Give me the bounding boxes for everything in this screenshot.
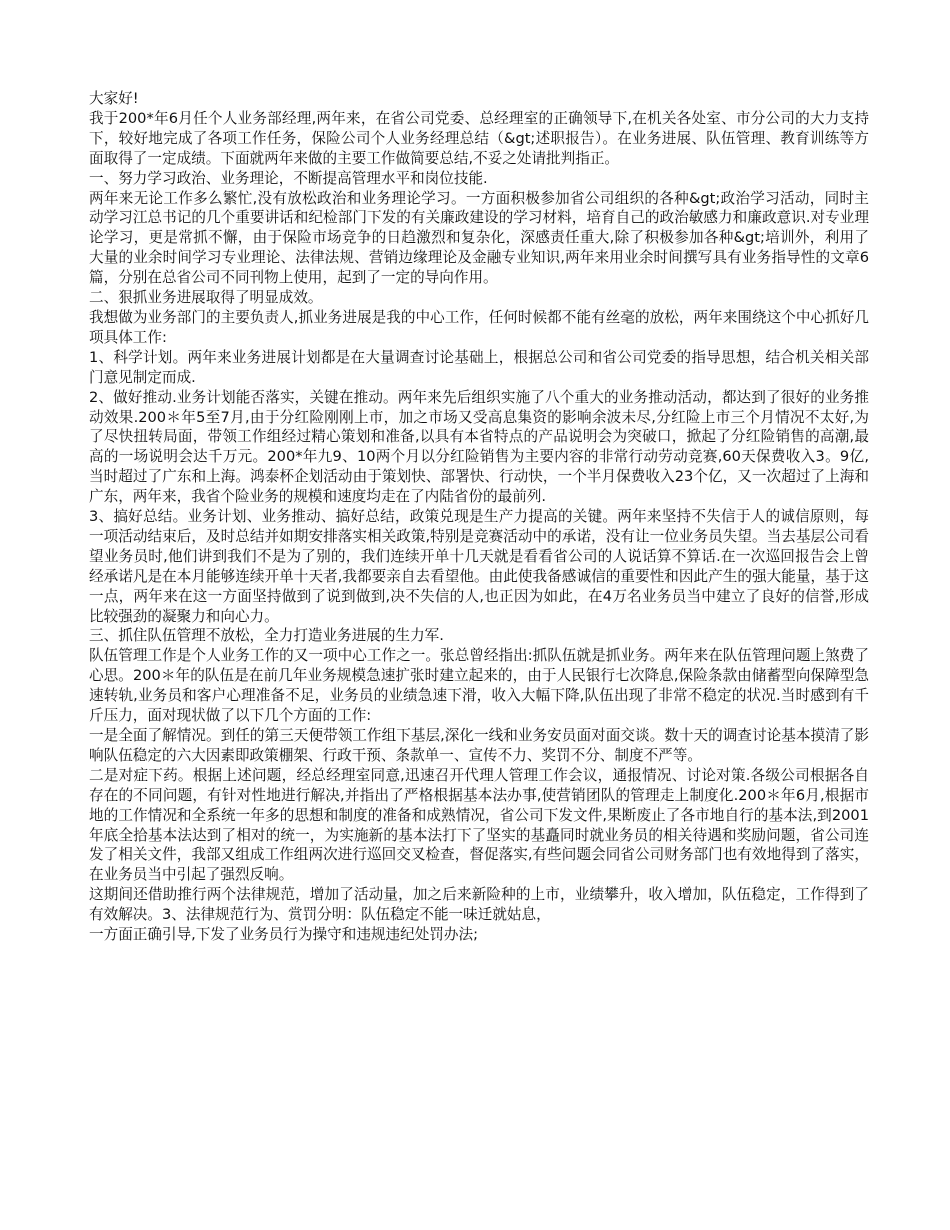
list-item-3: 3、搞好总结。业务计划、业务推动、搞好总结，政策兑现是生产力提高的关键。两年来坚持不失信于人的诚信原则，每一项活动结束后，及时总结并如期安排落实相关政策,特别是竞赛活动中的承诺，没有让一位业务员失望。当去基层公司看望业务员时,他们讲到我们不是为了别的，我们连续开单十几天就是看看省公司的人说话算不算话.在一次巡回报告会上曾经承诺凡是在本月能够连续开单十天者,我都要亲自去看望他。由此使我备感诚信的重要性和因此产生的强大能量，基于这一点，两年来在这一方面坚持做到了说到做到,决不失信的人,也正因为如此，在4万名业务员当中建立了良好的信誉,形成比较强劲的凝聚力和向心力。	[89, 508, 869, 625]
body-paragraph: 二是对症下药。根据上述问题，经总经理室同意,迅速召开代理人管理工作会议，通报情况、讨论对策.各级公司根据各自存在的不同问题，有针对性地进行解决,并指出了严格根据基本法办事,使营销团队的管理走上制度化.200＊年6月,根据市地的工作情况和全系统一年多的思想和制度的准备和成熟情况，省公司下发文件,果断废止了各市地自行的基本法,到2001年底全拾基本法达到了相对的统一，为实施新的基本法打下了坚实的基矗同时就业务员的相关待遇和奖励问题，省公司连发了相关文件，我部又组成工作组两次进行巡回交叉检查，督促落实,有些问题会同省公司财务部门也有效地得到了落实，在业务员当中引起了强烈反响。	[89, 766, 869, 884]
body-paragraph: 一是全面了解情况。到任的第三天便带领工作组下基层,深化一线和业务安员面对面交谈。数十天的调查讨论基本摸清了影响队伍稳定的六大因素即政策棚架、行政干预、条款单一、宣传不力、奖罚不分、制度不严等。	[89, 727, 869, 764]
section-heading-2: 二、狠抓业务进展取得了明显成效。	[89, 289, 323, 307]
list-item-1: 1、科学计划。两年来业务进展计划都是在大量调查讨论基础上，根据总公司和省公司党委的指导思想，结合机关相关部门意见制定而成.	[89, 348, 869, 386]
section-heading-1: 一、努力学习政治、业务理论，不断提高管理水平和岗位技能.	[89, 169, 488, 187]
body-paragraph: 两年来无论工作多么繁忙,没有放松政治和业务理论学习。一方面积极参加省公司组织的各种&gt;政治学习活动，同时主动学习江总书记的几个重要讲话和纪检部门下发的有关廉政建设的学习材料，培育自己的政治敏感力和廉政意识.对专业理论学习，更是常抓不懈，由于保险市场竞争的日趋激烈和复杂化，深感责任重大,除了积极参加各种&gt;培训外，利用了大量的业余时间学习专业理论、法律法规、营销边缘理论及金融专业知识,两年来用业余时间撰写具有业务指导性的文章6篇，分别在总省公司不同刊物上使用，起到了一定的导向作用。	[89, 189, 869, 287]
intro-paragraph: 我于200*年6月任个人业务部经理,两年来，在省公司党委、总经理室的正确领导下,在机关各处室、市分公司的大力支持下，较好地完成了各项工作任务，保险公司个人业务经理总结（&gt;述职报告）。在业务进展、队伍管理、教育训练等方面取得了一定成绩。下面就两年来做的主要工作做简要总结,不妥之处请批判指正。	[89, 109, 869, 167]
body-paragraph: 队伍管理工作是个人业务工作的又一项中心工作之一。张总曾经指出:抓队伍就是抓业务。两年来在队伍管理问题上煞费了心思。200＊年的队伍是在前几年业务规模急速扩张时建立起来的，由于人民银行七次降息,保险条款由储蓄型向保障型急速转轨,业务员和客户心理准备不足，业务员的业绩急速下滑，收入大幅下降,队伍出现了非常不稳定的状况.当时感到有千斤压力，面对现状做了以下几个方面的工作:	[89, 647, 869, 725]
list-item-2: 2、做好推动.业务计划能否落实，关键在推动。两年来先后组织实施了八个重大的业务推动活动，都达到了很好的业务推动效果.200＊年5至7月,由于分红险刚刚上市，加之市场又受高息集资的影响余波未尽,分红险上市三个月情况不太好,为了尽快扭转局面，带领工作组经过精心策划和准备,以具有本省特点的产品说明会为突破口，掀起了分红险销售的高潮,最高的一场说明会达千万元。200*年九9、10两个月以分红险销售为主要内容的非常行动劳动竞赛,60天保费收入3。9亿,当时超过了广东和上海。鸿泰杯企划活动由于策划快、部署快、行动快，一个半月保费收入23个亿，又一次超过了上海和广东，两年来，我省个险业务的规模和速度均走在了内陆省份的最前列.	[89, 388, 869, 506]
body-paragraph: 一方面正确引导,下发了业务员行为操守和违规违纪处罚办法;	[89, 926, 478, 944]
greeting-paragraph: 大家好!	[89, 90, 139, 107]
section-heading-3: 三、抓住队伍管理不放松，全力打造业务进展的生力军.	[89, 627, 444, 645]
body-paragraph: 这期间还借助推行两个法律规范，增加了活动量，加之后来新险种的上市，业绩攀升，收入增加，队伍稳定，工作得到了有效解决。3、法律规范行为、赏罚分明：队伍稳定不能一味迁就姑息，	[89, 886, 869, 924]
body-paragraph: 我想做为业务部门的主要负责人,抓业务进展是我的中心工作，任何时候都不能有丝毫的放松，两年来围绕这个中心抓好几项具体工作:	[89, 308, 869, 346]
document-body	[89, 89, 869, 945]
